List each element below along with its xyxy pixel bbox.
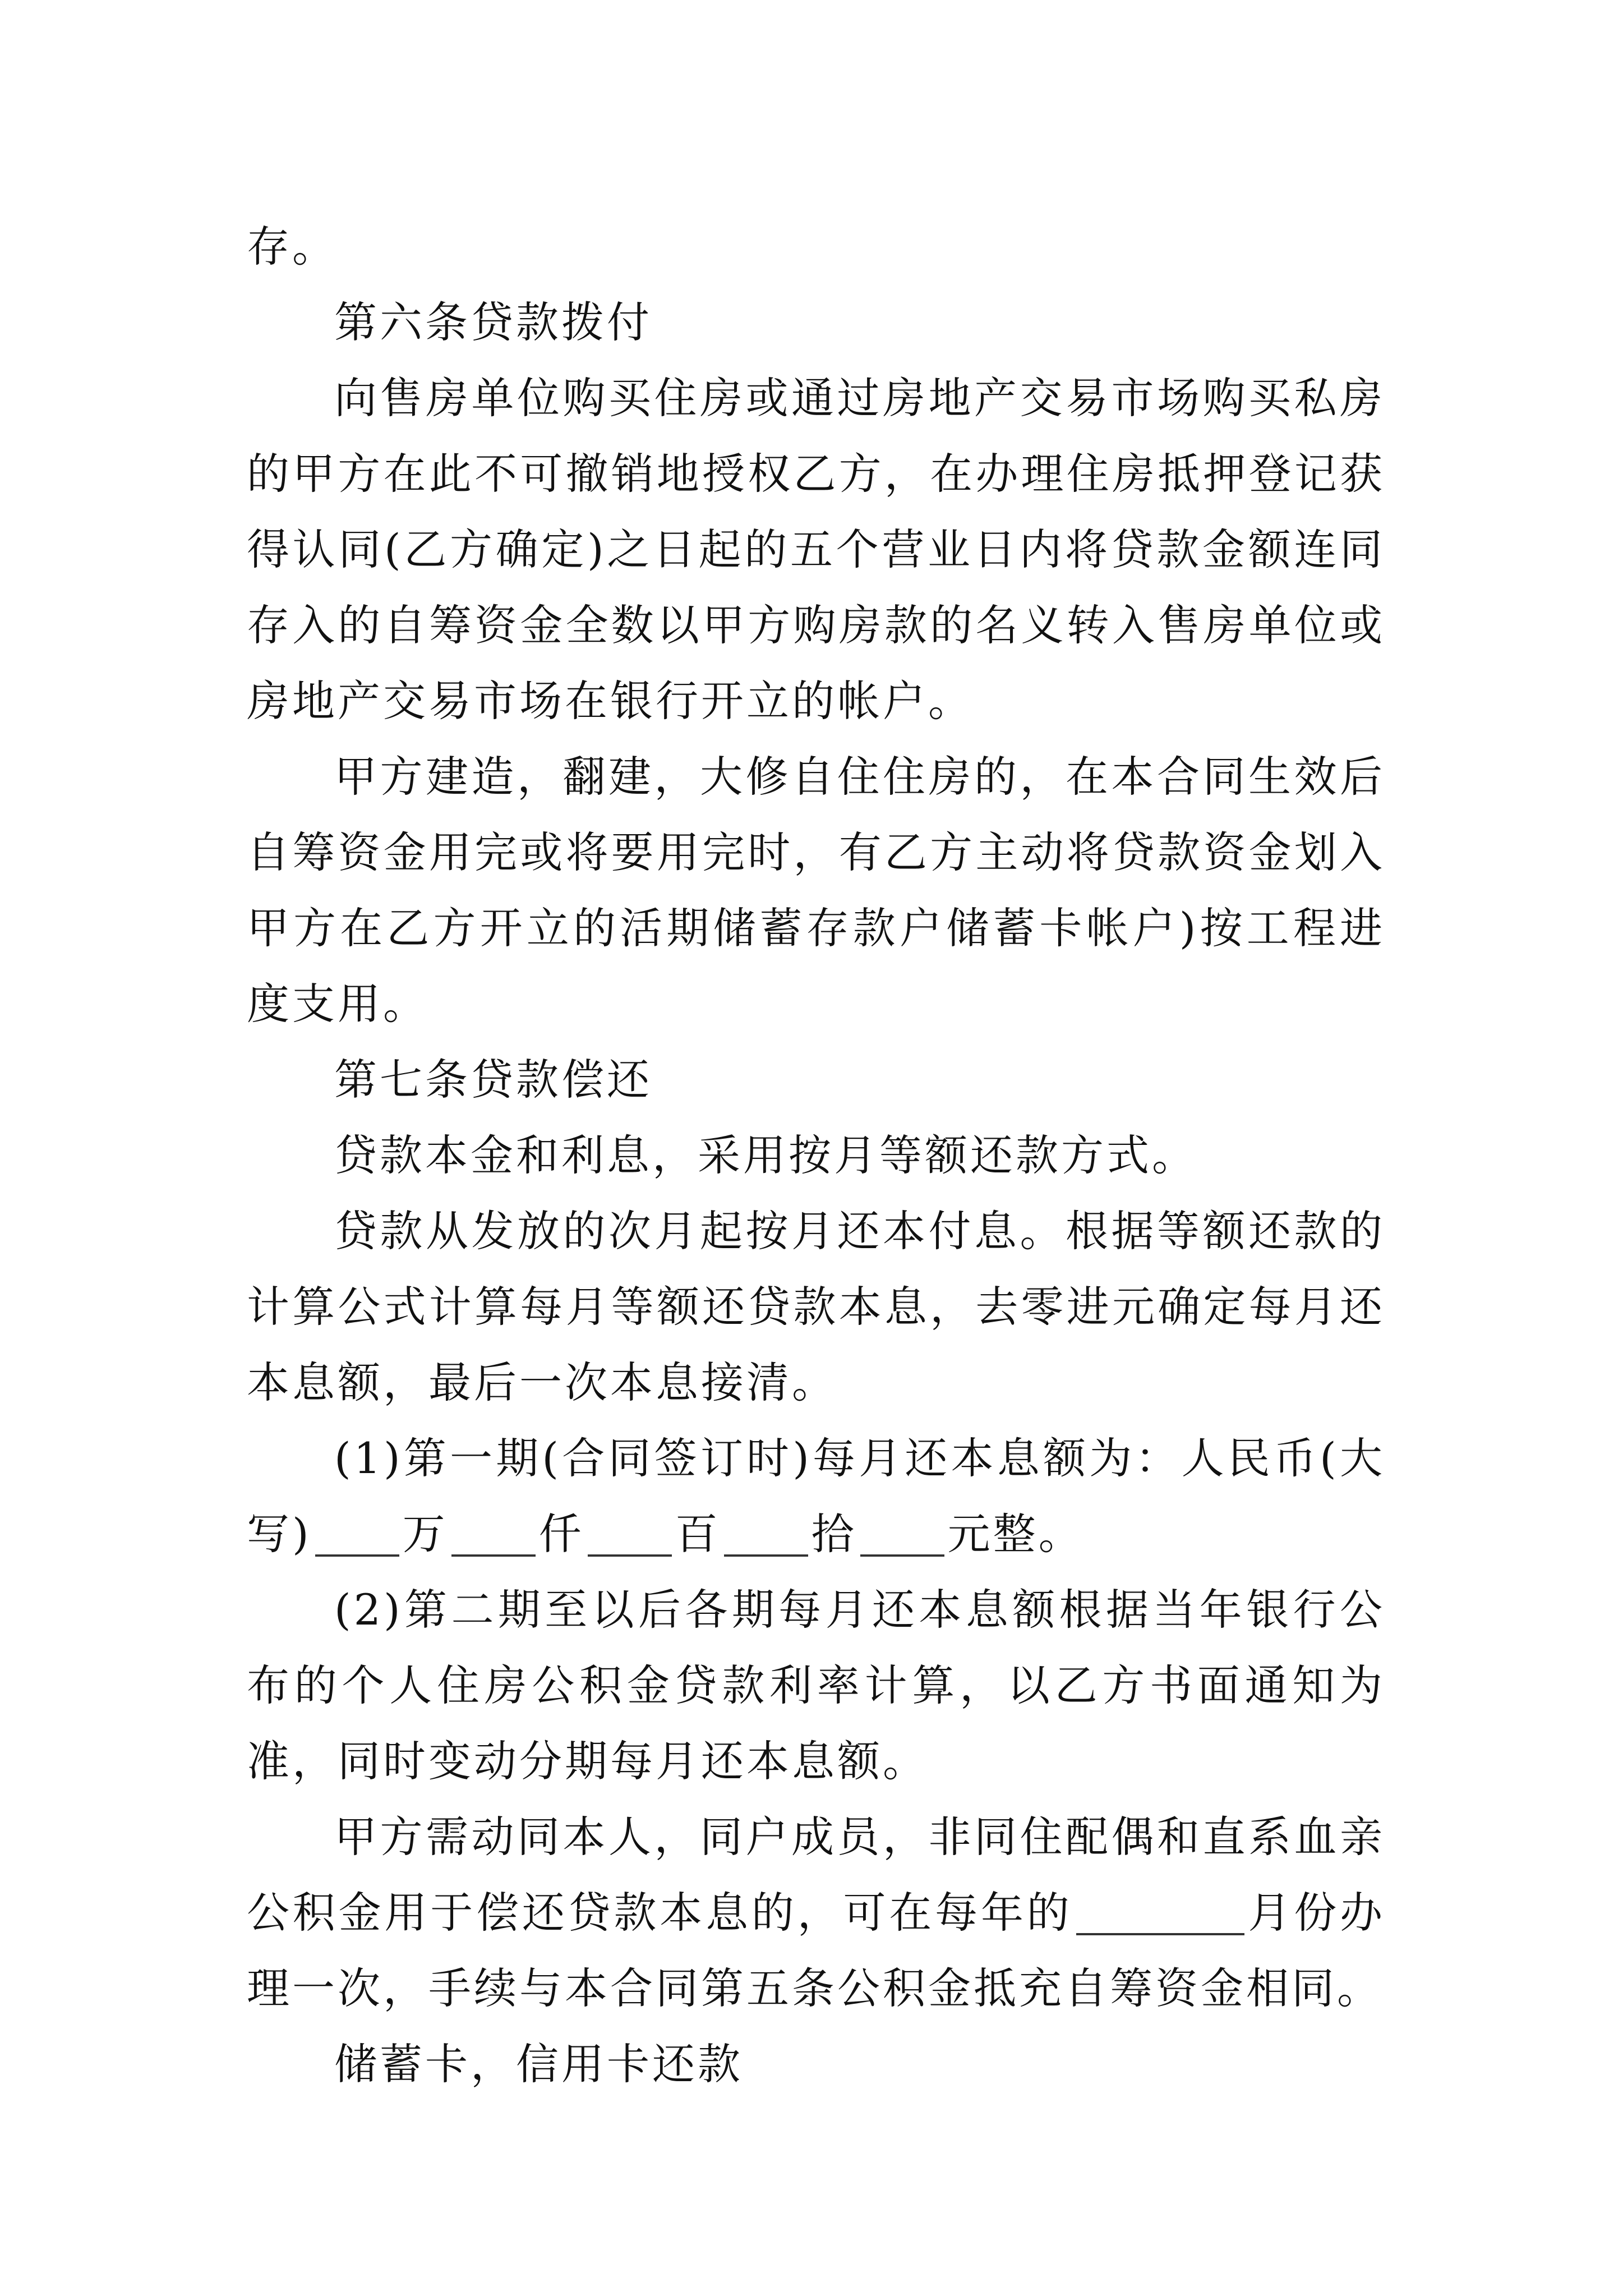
article-6-paragraph-1: 向售房单位购买住房或通过房地产交易市场购买私房的甲方在此不可撤销地授权乙方，在办理住房抵押登记获得认同(乙方确定)之日起的五个营业日内将贷款金额连同存入的自筹资金全数以甲方购房款的名义转入售房单位或房地产交易市场在银行开立的帐户。 bbox=[247, 373, 1385, 726]
article-7-paragraph-2: 贷款从发放的次月起按月还本付息。根据等额还款的计算公式计算每月等额还贷款本息，去零进元确定每月还本息额，最后一次本息接清。 bbox=[247, 1206, 1385, 1407]
paragraph-3-text-a: 甲方需动同本人，同户成员，非同住配偶和直系血亲公积金用于偿还贷款本息的，可在每年的 bbox=[247, 1812, 1385, 1938]
unit-wan: 万 bbox=[402, 1509, 448, 1559]
article-7-paragraph-1: 贷款本金和利息，采用按月等额还款方式。 bbox=[334, 1130, 1197, 1180]
fill-blank[interactable] bbox=[451, 1554, 536, 1557]
article-7-item-2: (2)第二期至以后各期每月还本息额根据当年银行公布的个人住房公积金贷款利率计算，以乙方书面通知为准，同时变动分期每月还本息额。 bbox=[247, 1585, 1385, 1786]
document-body bbox=[247, 209, 1385, 2102]
unit-yuan: 元整。 bbox=[947, 1509, 1084, 1559]
paragraph-3-text-b: 月份办理一次，手续与本合同第五条公积金抵充自筹资金相同。 bbox=[247, 1888, 1386, 2013]
article-6-heading: 第六条贷款拨付 bbox=[334, 297, 652, 347]
article-6-paragraph-2: 甲方建造，翻建，大修自住住房的，在本合同生效后自筹资金用完或将要用完时，有乙方主动将贷款资金划入甲方在乙方开立的活期储蓄存款户储蓄卡帐户)按工程进度支用。 bbox=[247, 752, 1385, 1029]
fill-blank[interactable] bbox=[588, 1554, 672, 1557]
paragraph-continuation: 存。 bbox=[247, 222, 338, 272]
article-7-item-1 bbox=[247, 1420, 1385, 1572]
repayment-subheading: 储蓄卡，信用卡还款 bbox=[334, 2039, 743, 2089]
fill-blank[interactable] bbox=[315, 1554, 399, 1557]
unit-shi: 拾 bbox=[811, 1509, 857, 1559]
article-7-heading: 第七条贷款偿还 bbox=[334, 1055, 652, 1105]
month-fill-blank[interactable] bbox=[1076, 1933, 1244, 1935]
item-1-text: (1)第一期(合同签订时)每月还本息额为：人民币(大写) bbox=[247, 1433, 1385, 1559]
fill-blank[interactable] bbox=[860, 1554, 944, 1557]
article-7-paragraph-3 bbox=[247, 1799, 1385, 2026]
fill-blank[interactable] bbox=[724, 1554, 808, 1557]
unit-bai: 百 bbox=[675, 1509, 721, 1559]
unit-qian: 仟 bbox=[538, 1509, 584, 1559]
